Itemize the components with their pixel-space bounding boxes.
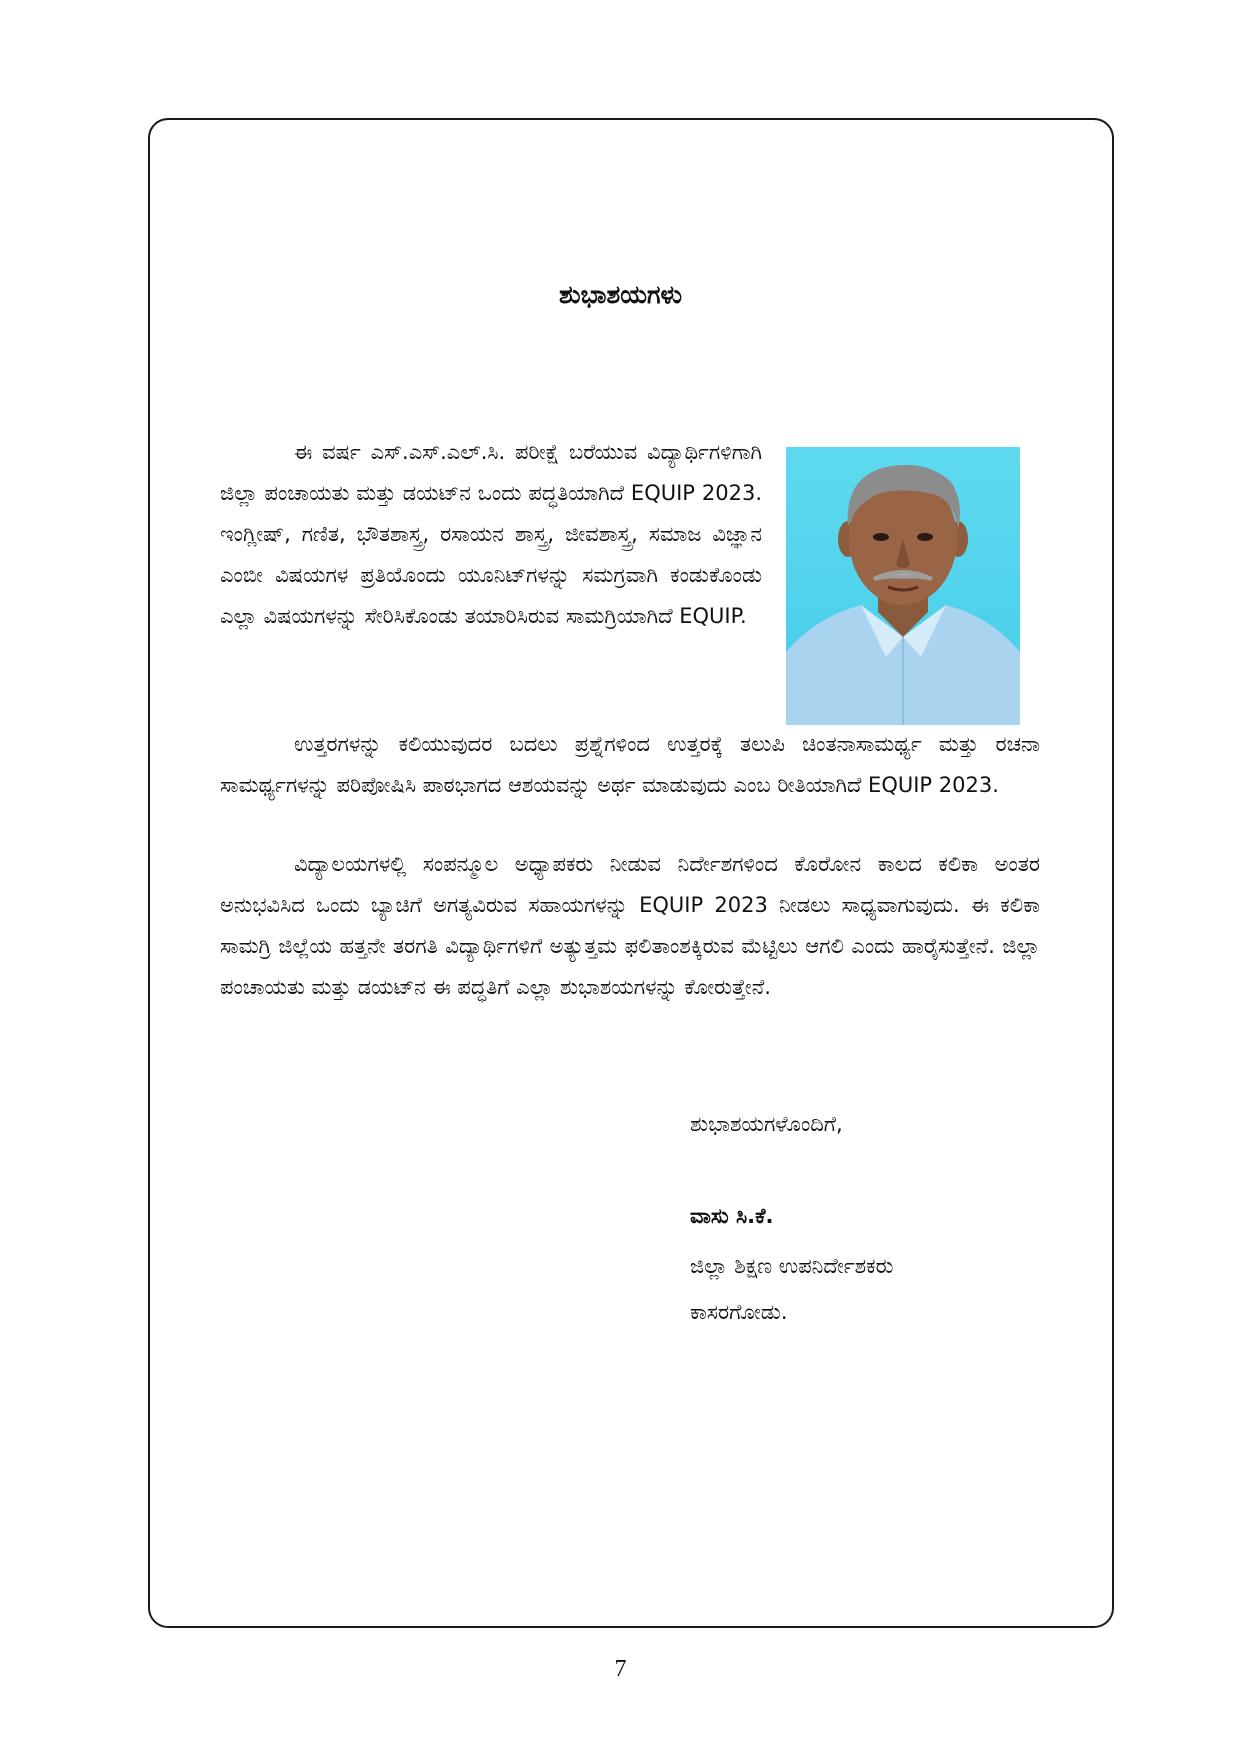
- page-title: ಶುಭಾಶಯಗಳು: [558, 280, 683, 309]
- message-paragraph-2: [220, 724, 1040, 806]
- signatory-name: ವಾಸು ಸಿ.ಕೆ.: [690, 1204, 774, 1228]
- message-paragraph-1: [220, 432, 762, 637]
- signatory-designation: ಜಿಲ್ಲಾ ಶಿಕ್ಷಣ ಉಪನಿರ್ದೇಶಕರು: [690, 1254, 894, 1278]
- message-paragraph-1-text: ಈ ವರ್ಷ ಎಸ್.ಎಸ್.ಎಲ್.ಸಿ. ಪರೀಕ್ಷೆ ಬರೆಯುವ ವಿದ್ಯಾರ್ಥಿಗಳಿಗಾಗಿ ಜಿಲ್ಲಾ ಪಂಚಾಯತು ಮತ್ತು ಡಯಟ್‌ನ ಒಂದು ಪದ್ಧತಿಯಾಗಿದೆ EQUIP 2023. ಇಂಗ್ಲೀಷ್, ಗಣಿತ, ಭೌತಶಾಸ್ತ್ರ, ರಸಾಯನ ಶಾಸ್ತ್ರ, ಜೀವಶಾಸ್ತ್ರ, ಸಮಾಜ ವಿಜ್ಞಾನ ಎಂಬೀ ವಿಷಯಗಳ ಪ್ರತಿಯೊಂದು ಯೂನಿಟ್‌ಗಳನ್ನು ಸಮಗ್ರವಾಗಿ ಕಂಡುಕೊಂಡು ಎಲ್ಲಾ ವಿಷಯಗಳನ್ನು ಸೇರಿಸಿಕೊಂಡು ತಯಾರಿಸಿರುವ ಸಾಮಗ್ರಿಯಾಗಿದೆ EQUIP.: [220, 440, 762, 628]
- signatory-place: ಕಾಸರಗೋಡು.: [690, 1300, 788, 1324]
- page-number: 7: [614, 1656, 627, 1682]
- message-paragraph-3: [220, 844, 1040, 1008]
- message-paragraph-3-text: ವಿದ್ಯಾಲಯಗಳಲ್ಲಿ ಸಂಪನ್ಮೂಲ ಅಧ್ಯಾಪಕರು ನೀಡುವ ನಿರ್ದೇಶಗಳಿಂದ ಕೊರೋನ ಕಾಲದ ಕಲಿಕಾ ಅಂತರ ಅನುಭವಿಸಿದ ಒಂದು ಬ್ಯಾಚಿಗೆ ಅಗತ್ಯವಿರುವ ಸಹಾಯಗಳನ್ನು EQUIP 2023 ನೀಡಲು ಸಾಧ್ಯವಾಗುವುದು. ಈ ಕಲಿಕಾ ಸಾಮಗ್ರಿ ಜಿಲ್ಲೆಯ ಹತ್ತನೇ ತರಗತಿ ವಿದ್ಯಾರ್ಥಿಗಳಿಗೆ ಅತ್ಯುತ್ತಮ ಫಲಿತಾಂಶಕ್ಕಿರುವ ಮೆಟ್ಟಿಲು ಆಗಲಿ ಎಂದು ಹಾರೈಸುತ್ತೇನೆ. ಜಿಲ್ಲಾ ಪಂಚಾಯತು ಮತ್ತು ಡಯಟ್‌ನ ಈ ಪದ್ಧತಿಗೆ ಎಲ್ಲಾ ಶುಭಾಶಯಗಳನ್ನು ಕೋರುತ್ತೇನೆ.: [220, 852, 1040, 999]
- portrait-illustration: [786, 447, 1020, 725]
- closing-line: ಶುಭಾಶಯಗಳೊಂದಿಗೆ,: [690, 1112, 843, 1136]
- message-paragraph-2-text: ಉತ್ತರಗಳನ್ನು ಕಲಿಯುವುದರ ಬದಲು ಪ್ರಶ್ನೆಗಳಿಂದ ಉತ್ತರಕ್ಕೆ ತಲುಪಿ ಚಿಂತನಾಸಾಮರ್ಥ್ಯ ಮತ್ತು ರಚನಾ ಸಾಮರ್ಥ್ಯಗಳನ್ನು ಪರಿಪೋಷಿಸಿ ಪಾಠಭಾಗದ ಆಶಯವನ್ನು ಅರ್ಥ ಮಾಡುವುದು ಎಂಬ ರೀತಿಯಾಗಿದೆ EQUIP 2023.: [220, 732, 1040, 797]
- author-photo: [786, 447, 1020, 725]
